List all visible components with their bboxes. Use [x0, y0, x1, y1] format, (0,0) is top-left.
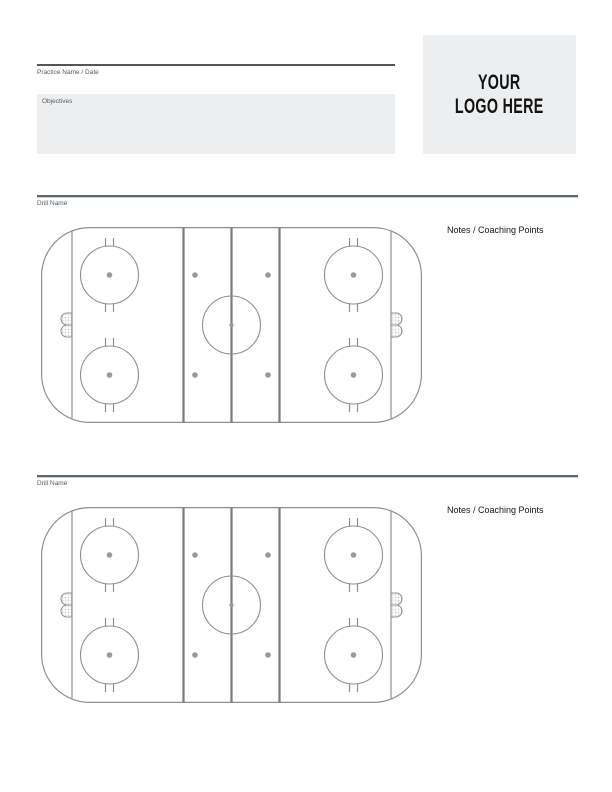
hockey-rink-diagram [41, 507, 422, 703]
objectives-field [37, 94, 395, 154]
logo-placeholder-text [455, 71, 544, 119]
section-divider [37, 195, 578, 197]
practice-name-date-label: Practice Name / Date [37, 69, 99, 76]
notes-coaching-points-label: Notes / Coaching Points [447, 225, 544, 235]
logo-line-1: YOUR [478, 70, 521, 94]
notes-coaching-points-label: Notes / Coaching Points [447, 505, 544, 515]
objectives-label: Objectives [42, 98, 73, 105]
logo-placeholder [423, 35, 576, 154]
drill-section-1 [0, 195, 612, 475]
logo-line-2: LOGO HERE [455, 94, 544, 118]
hockey-rink-diagram [41, 227, 422, 423]
drill-name-label: Drill Name [37, 200, 68, 207]
section-divider [37, 475, 578, 477]
drill-section-2 [0, 475, 612, 755]
drill-name-label: Drill Name [37, 480, 68, 487]
header-rule [37, 64, 395, 66]
